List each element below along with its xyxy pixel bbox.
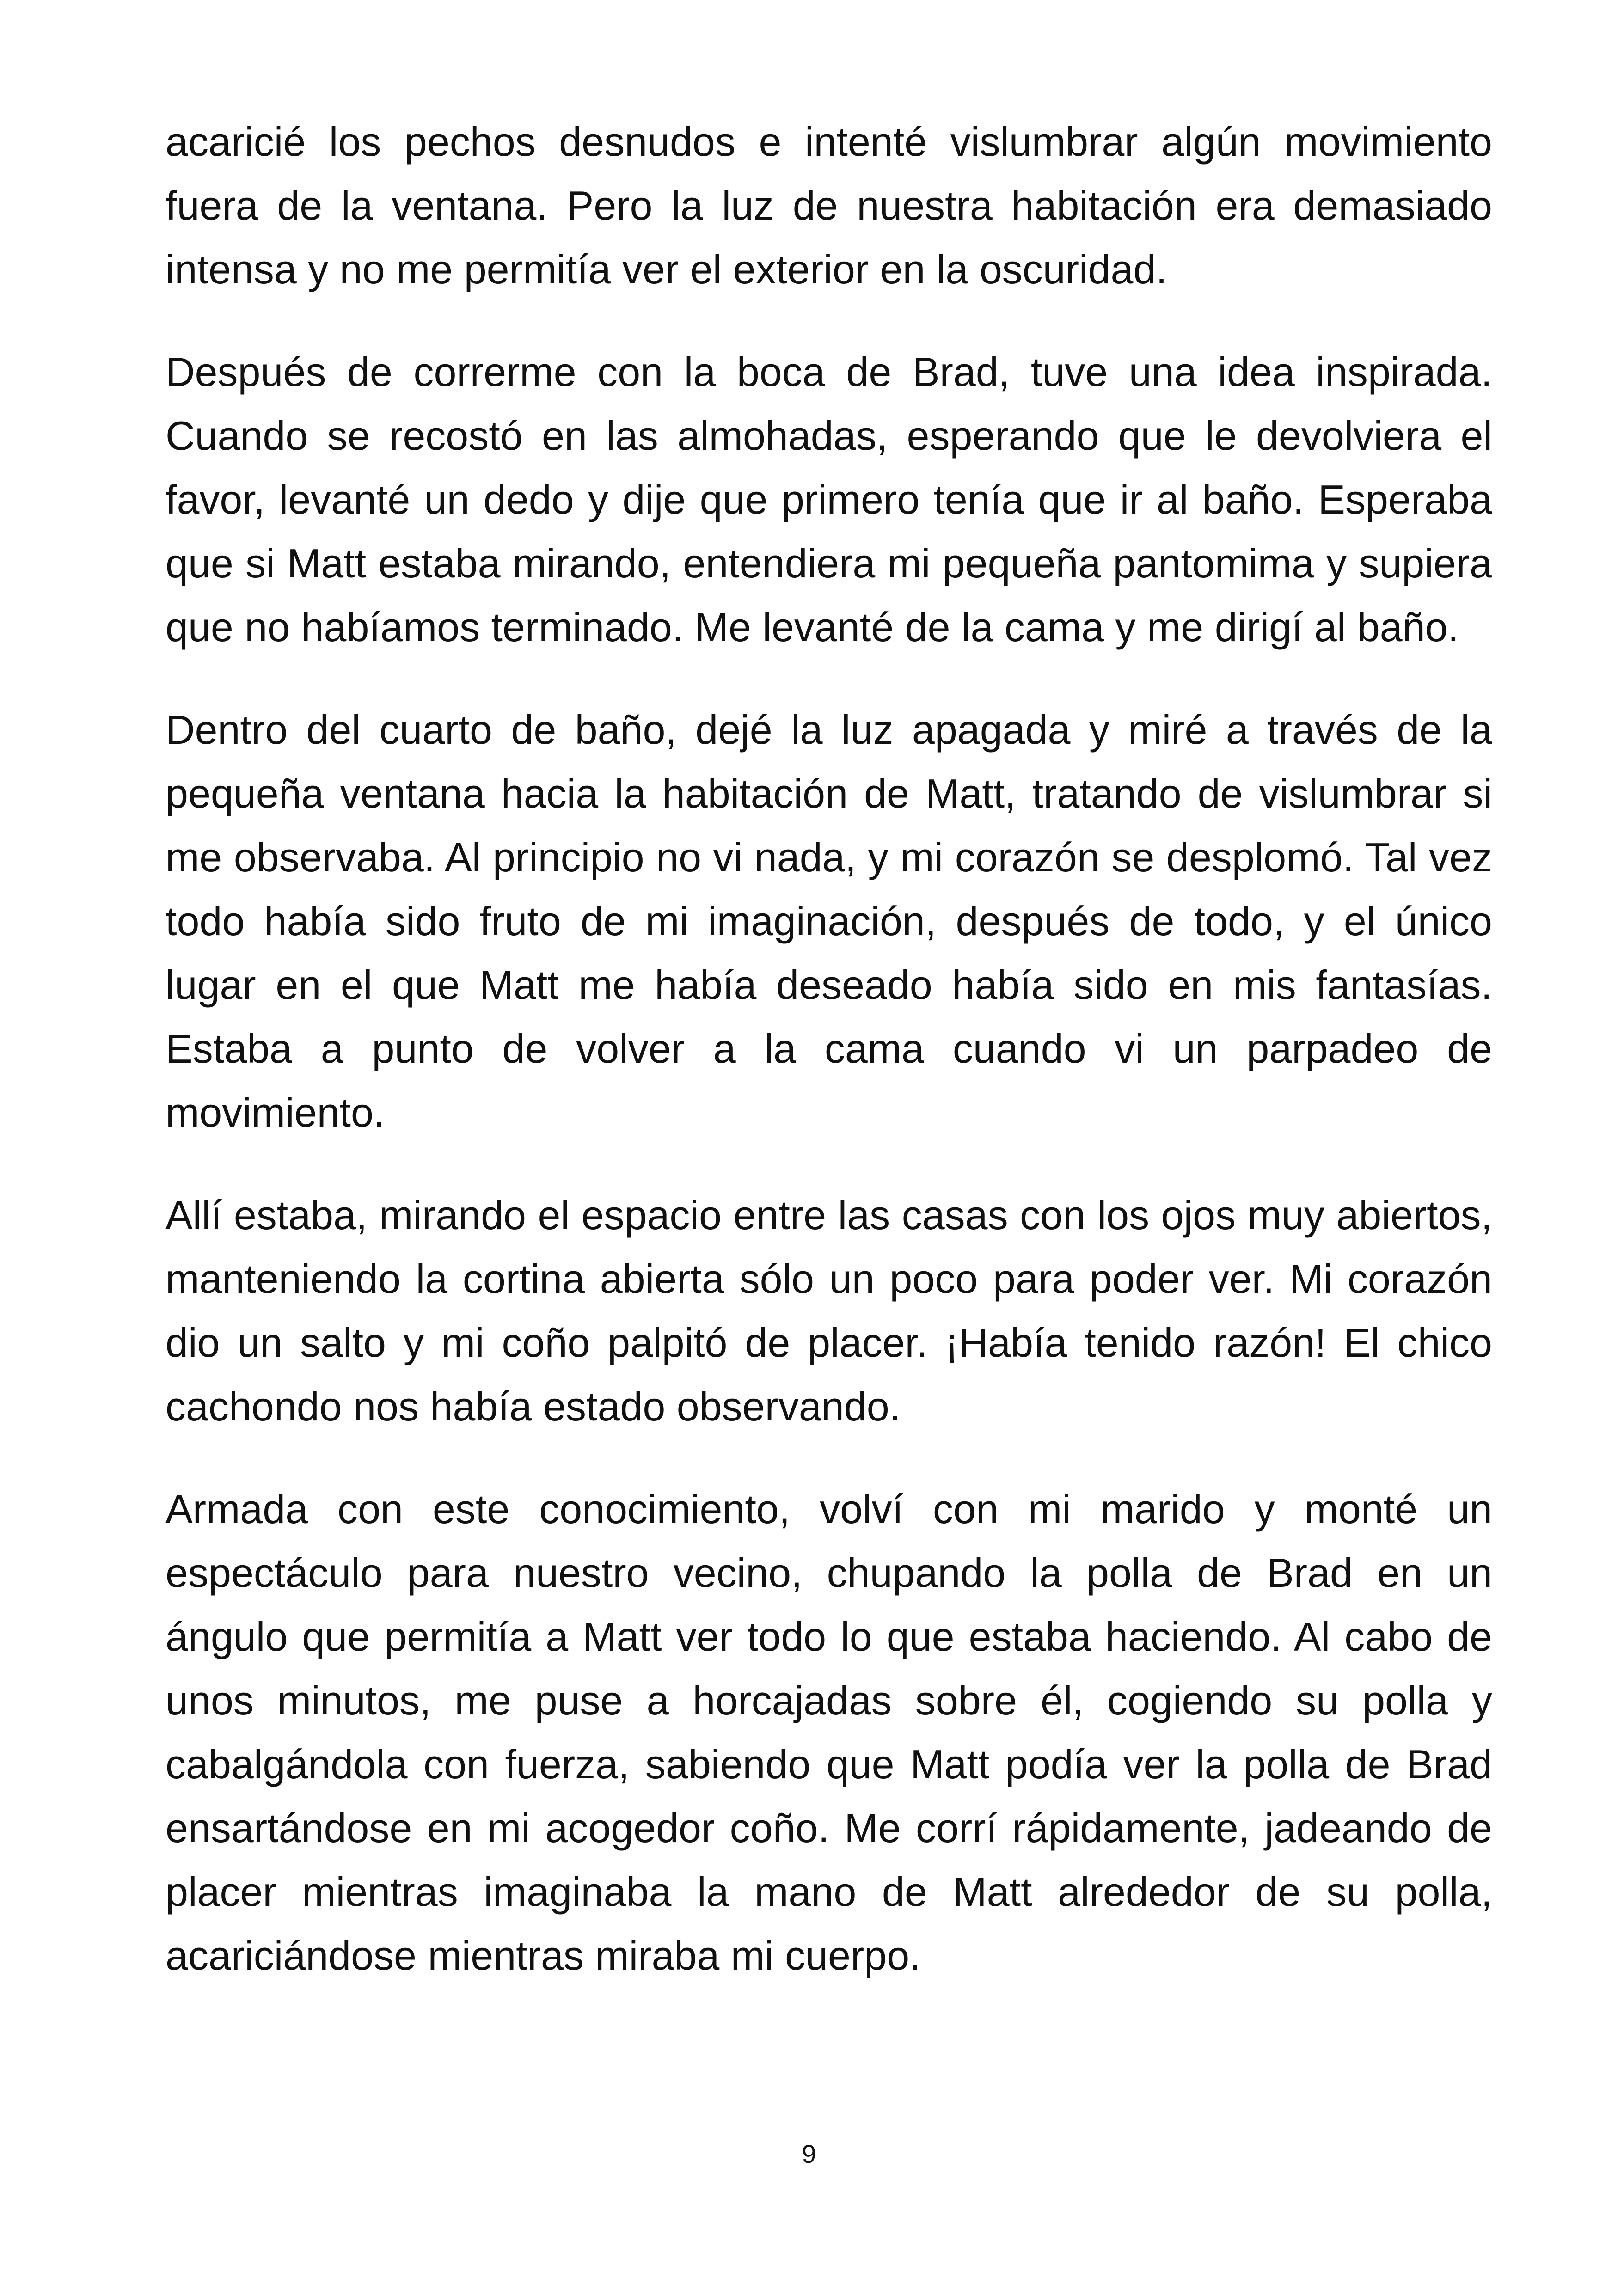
paragraph-1: acaricié los pechos desnudos e intenté vislumbrar algún movimiento fuera de la ventana. Pero la luz de nuestra habitación era demasiado intensa y no me permitía ver el exterior en la oscuridad. (165, 119, 1492, 292)
paragraph-4: Allí estaba, mirando el espacio entre las casas con los ojos muy abiertos, manteniendo la cortina abierta sólo un poco para poder ver. Mi corazón dio un salto y mi coño palpitó de placer. ¡Había tenido razón! El chico cachondo nos había estado observando. (165, 1192, 1492, 1429)
paragraph-3: Dentro del cuarto de baño, dejé la luz apagada y miré a través de la pequeña ventana hacia la habitación de Matt, tratando de vislumbrar si me observaba. Al principio no vi nada, y mi corazón se desplomó. Tal vez todo había sido fruto de mi imaginación, después de todo, y el único lugar en el que Matt me había deseado había sido en mis fantasías. Estaba a punto de volver a la cama cuando vi un parpadeo de movimiento. (165, 707, 1492, 1135)
body-text (165, 110, 1492, 2027)
page-number: 9 (802, 2139, 816, 2168)
paragraph-2: Después de correrme con la boca de Brad, tuve una idea inspirada. Cuando se recostó en las almohadas, esperando que le devolviera el favor, levanté un dedo y dije que primero tenía que ir al baño. Esperaba que si Matt estaba mirando, entendiera mi pequeña pantomima y supiera que no habíamos terminado. Me levanté de la cama y me dirigí al baño. (165, 349, 1492, 650)
paragraph-5: Armada con este conocimiento, volví con mi marido y monté un espectáculo para nuestro vecino, chupando la polla de Brad en un ángulo que permitía a Matt ver todo lo que estaba haciendo. Al cabo de unos minutos, me puse a horcajadas sobre él, cogiendo su polla y cabalgándola con fuerza, sabiendo que Matt podía ver la polla de Brad ensartándose en mi acogedor coño. Me corrí rápidamente, jadeando de placer mientras imaginaba la mano de Matt alrededor de su polla, acariciándose mientras miraba mi cuerpo. (165, 1486, 1492, 1978)
